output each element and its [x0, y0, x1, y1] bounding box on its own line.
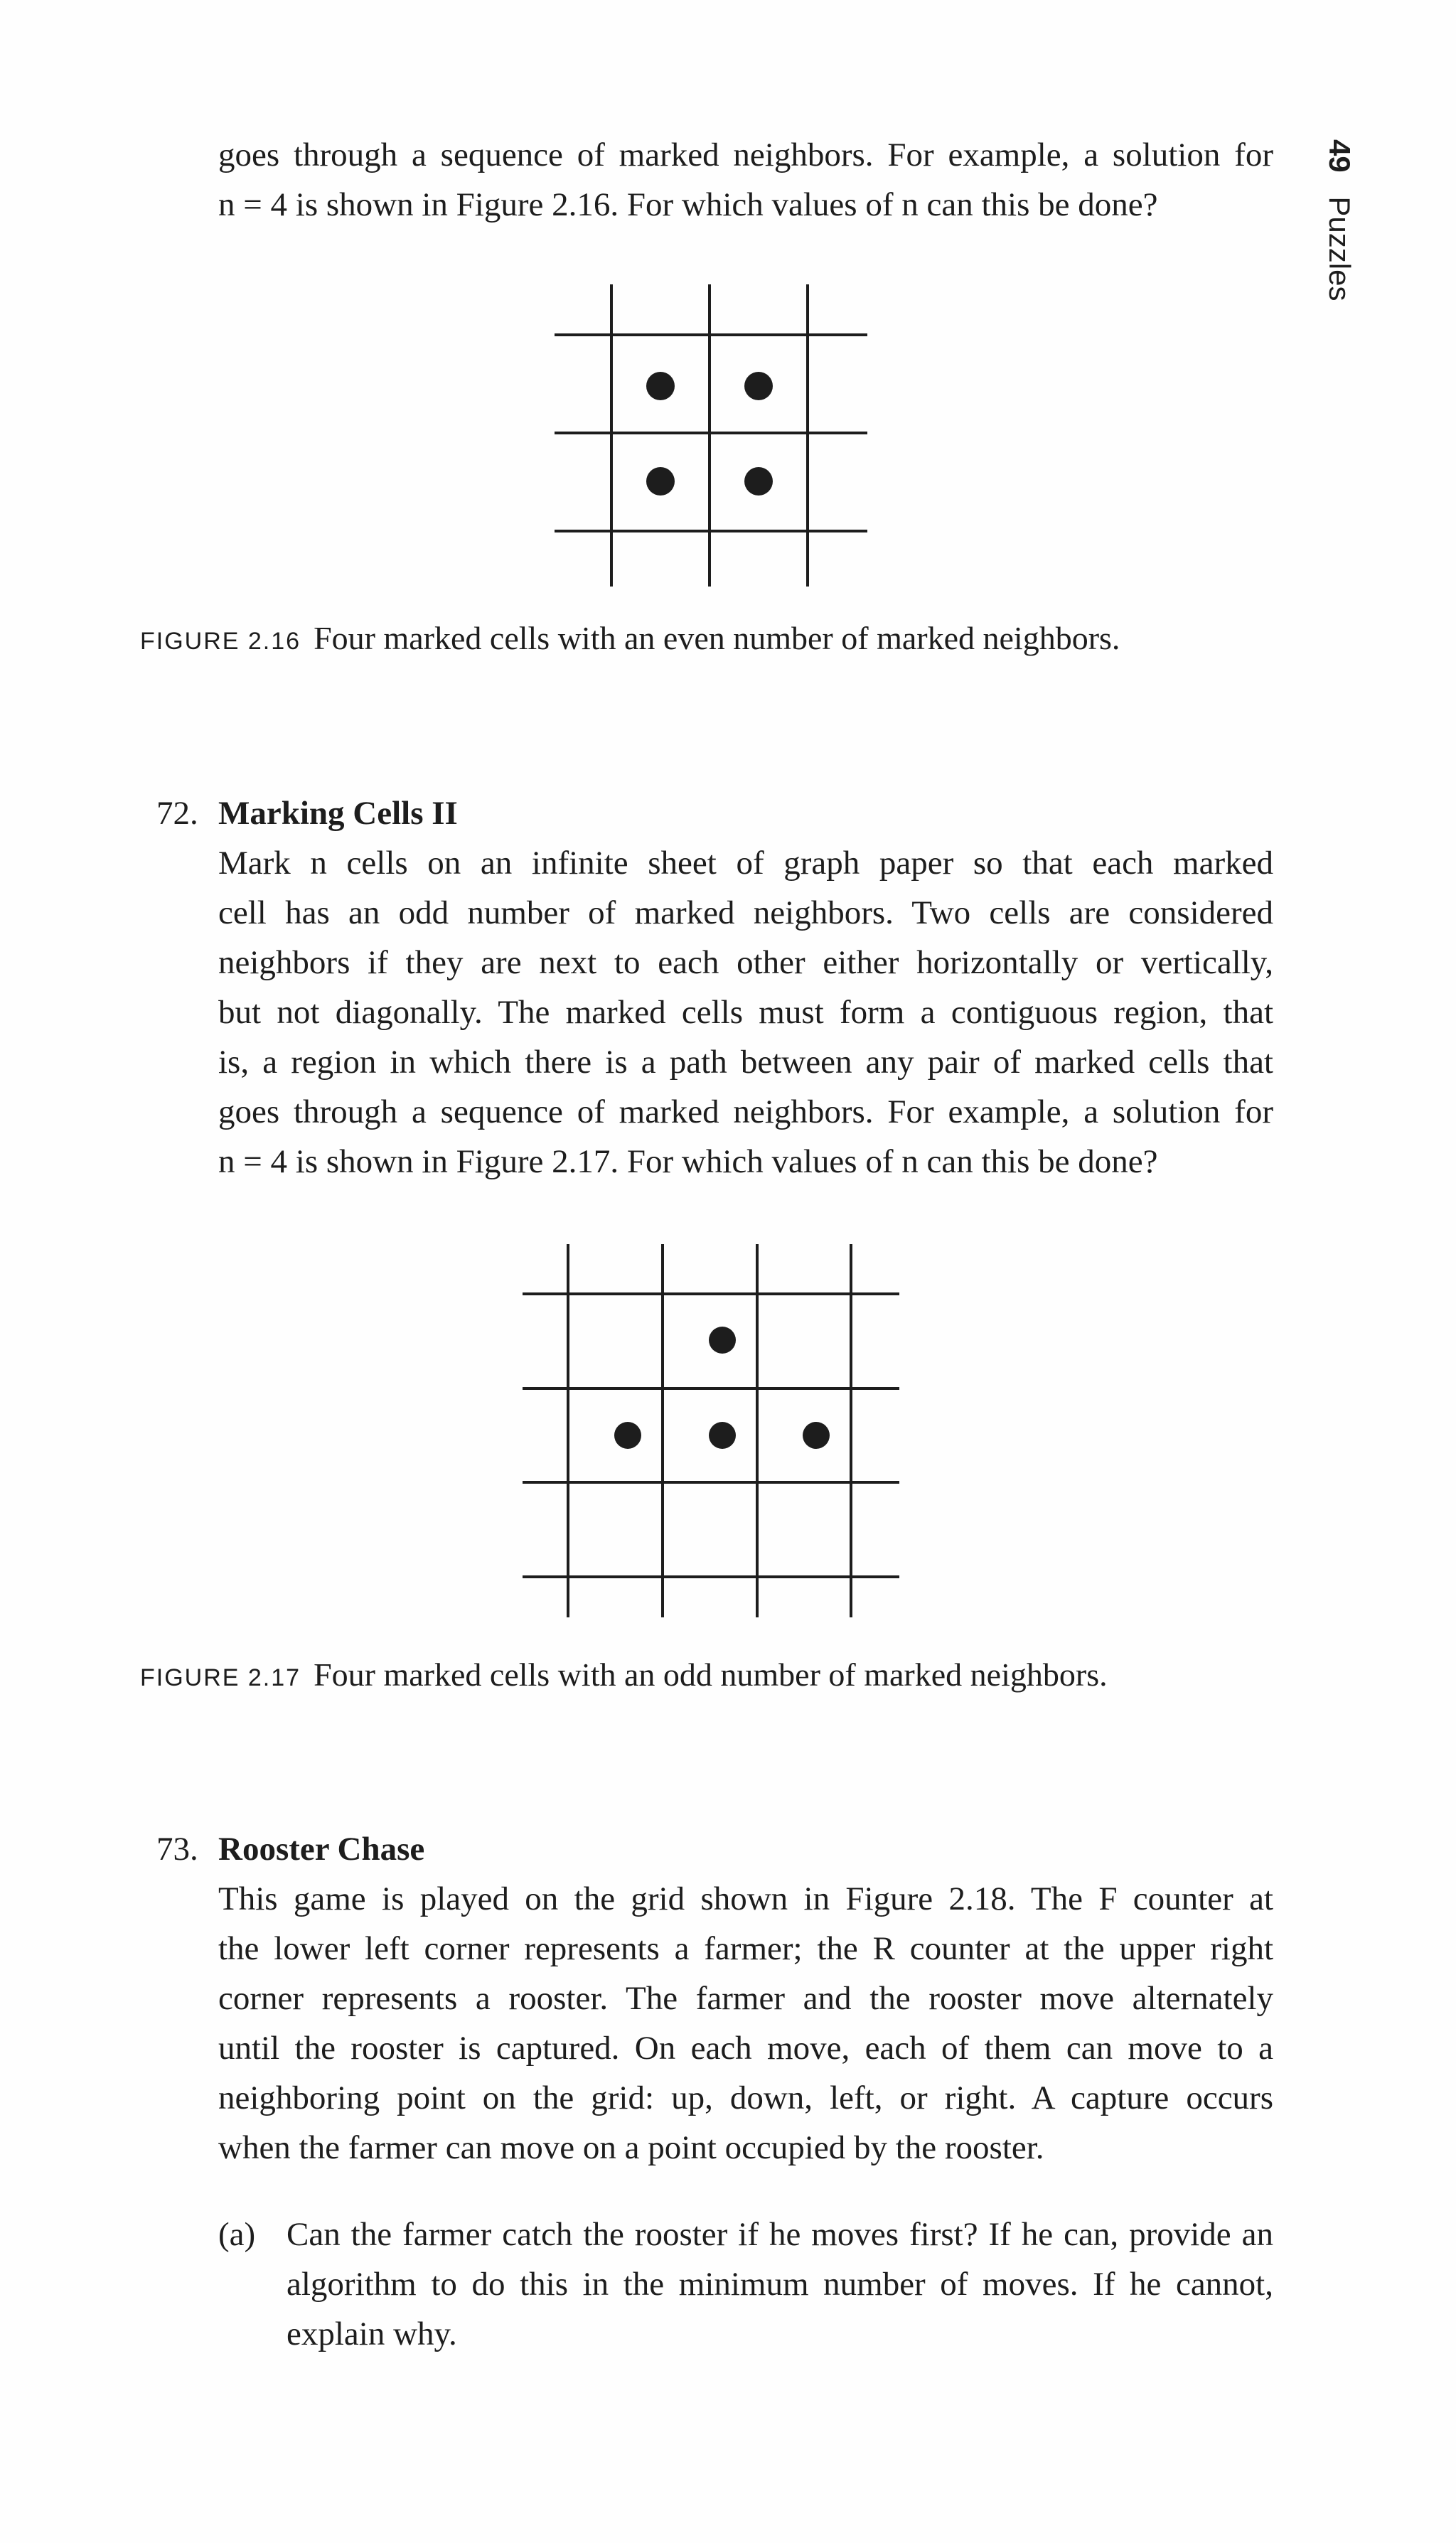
problem-number: 73. — [156, 1831, 198, 1868]
text-line: neighbors if they are next to each other either horizontally or vertically, — [218, 944, 1273, 981]
figure-2-16-grid — [555, 281, 867, 597]
text-line: goes through a sequence of marked neighbors. For example, a solution for — [218, 136, 1273, 173]
caption-text: Four marked cells with an odd number of marked neighbors. — [314, 1656, 1108, 1693]
marked-cell-dot — [614, 1422, 641, 1449]
running-head — [1322, 139, 1356, 301]
figure-label: FIGURE 2.16 — [140, 628, 301, 655]
problem-number: 72. — [156, 795, 198, 832]
text-line: cell has an odd number of marked neighbors. Two cells are considered — [218, 894, 1273, 931]
marked-cell-dot — [803, 1422, 830, 1449]
caption-text: Four marked cells with an even number of marked neighbors. — [314, 620, 1120, 656]
page-number: 49 — [1323, 139, 1356, 173]
text-line: goes through a sequence of marked neighbors. For example, a solution for — [218, 1093, 1273, 1130]
text-line: but not diagonally. The marked cells must form a contiguous region, that — [218, 994, 1273, 1031]
figure-2-16-caption — [140, 617, 1120, 663]
figure-label: FIGURE 2.17 — [140, 1664, 301, 1691]
text-line: Can the farmer catch the rooster if he moves first? If he can, provide an — [287, 2216, 1273, 2253]
marked-cell-dot — [646, 372, 675, 400]
text-line: This game is played on the grid shown in Figure 2.18. The F counter at — [218, 1880, 1273, 1917]
problem-73-heading — [156, 1824, 424, 1874]
intro-paragraph — [218, 130, 1273, 230]
problem-73-body — [218, 1874, 1273, 2173]
problem-title: Rooster Chase — [218, 1831, 425, 1868]
problem-72-heading — [156, 788, 458, 838]
part-label: (a) — [218, 2216, 256, 2253]
text-line: n = 4 is shown in Figure 2.17. For which values of n can this be done? — [218, 1143, 1158, 1180]
text-line: explain why. — [287, 2316, 457, 2352]
part-text — [287, 2210, 1273, 2359]
marked-cell-dot — [709, 1327, 736, 1354]
figure-2-17-grid — [523, 1241, 899, 1617]
text-line: until the rooster is captured. On each move, each of them can move to a — [218, 2030, 1273, 2067]
text-line: n = 4 is shown in Figure 2.16. For which values of n can this be done? — [218, 186, 1158, 223]
text-line: when the farmer can move on a point occupied by the rooster. — [218, 2129, 1044, 2166]
text-line: neighboring point on the grid: up, down, left, or right. A capture occurs — [218, 2079, 1273, 2116]
text-line: corner represents a rooster. The farmer and the rooster move alternately — [218, 1980, 1273, 2017]
section-title: Puzzles — [1323, 196, 1356, 301]
marked-cell-dot — [646, 467, 675, 496]
text-line: is, a region in which there is a path between any pair of marked cells that — [218, 1044, 1273, 1081]
text-line: the lower left corner represents a farmer; the R counter at the upper right — [218, 1930, 1273, 1967]
problem-72-body — [218, 838, 1273, 1187]
marked-cell-dot — [744, 467, 773, 496]
marked-cell-dot — [744, 372, 773, 400]
problem-title: Marking Cells II — [218, 795, 458, 832]
text-line: algorithm to do this in the minimum number of moves. If he cannot, — [287, 2266, 1273, 2303]
marked-cell-dot — [709, 1422, 736, 1449]
text-line: Mark n cells on an infinite sheet of graph paper so that each marked — [218, 845, 1273, 882]
figure-2-17-caption — [140, 1654, 1108, 1699]
